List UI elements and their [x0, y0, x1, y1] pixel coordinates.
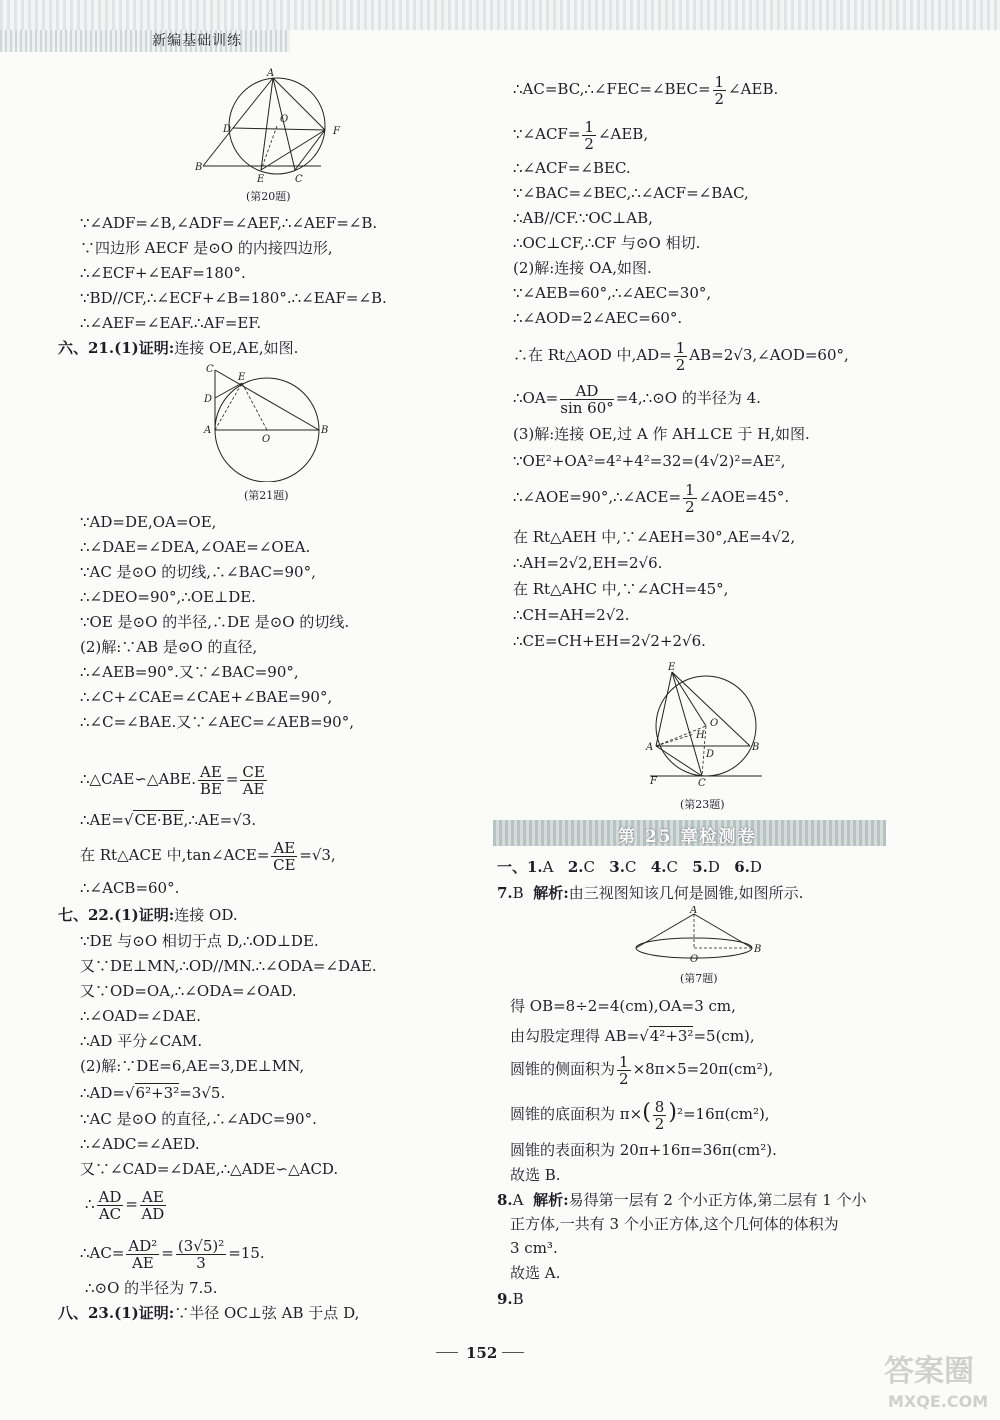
- mc-num-6: 6.: [734, 858, 750, 876]
- p22-line-6: (2)解:∵DE=6,AE=3,DE⊥MN,: [80, 1057, 305, 1075]
- p22-line-2: 又∵DE⊥MN,∴OD//MN.∴∠ODA=∠DAE.: [80, 957, 377, 975]
- q21-text: 连接 OE,AE,如图.: [174, 339, 299, 357]
- q7-label: 解析:: [533, 884, 569, 902]
- q7-l4-pre: 圆锥的底面积为 π×: [510, 1105, 643, 1123]
- q21-line: [58, 338, 298, 358]
- r-line-15: 在 Rt△AEH 中,∵∠AEH=30°,AE=4√2,: [513, 528, 796, 546]
- frac-3root5-3: [176, 1238, 226, 1271]
- frac-num: AD: [560, 383, 614, 400]
- page-number-dash-right: [502, 1352, 524, 1353]
- r-line-12: (3)解:连接 OE,过 A 作 AH⊥CE 于 H,如图.: [513, 425, 810, 443]
- p22-line-10: 又∵∠CAD=∠DAE,∴△ADE∽△ACD.: [80, 1160, 339, 1178]
- p22-line-7: ∴AD=√6²+3²=3√5.: [80, 1084, 226, 1102]
- q7-line-6: 故选 B.: [510, 1166, 561, 1184]
- q8-label: 解析:: [533, 1191, 569, 1209]
- p22-line-9: ∴∠ADC=∠AED.: [80, 1135, 200, 1153]
- q8-text-1: 易得第一层有 2 个小正方体,第二层有 1 个小: [568, 1191, 867, 1209]
- q23-text: ∵半径 OC⊥弦 AB 于点 D,: [174, 1304, 360, 1322]
- q8-ans: A: [512, 1191, 524, 1209]
- p22-l12-post: =15.: [228, 1244, 265, 1262]
- r-line-13: ∵OE²+OA²=4²+4²=32=(4√2)²=AE²,: [513, 452, 786, 470]
- frac-num: AE: [200, 762, 222, 781]
- frac-num: (3√5)²: [177, 1236, 225, 1255]
- fig7-label-a: A: [690, 906, 698, 916]
- fig7-label-o: O: [690, 954, 699, 965]
- frac-ad-sin60: [560, 383, 614, 416]
- right-paren: ): [668, 1100, 677, 1125]
- figure-20: [195, 66, 355, 196]
- q7-line-5: 圆锥的表面积为 20π+16π=36π(cm²).: [510, 1141, 777, 1159]
- r-line-16: ∴AH=2√2,EH=2√6.: [513, 554, 663, 572]
- fig23-label-f: F: [650, 776, 657, 787]
- fig21-label-c: C: [206, 364, 214, 375]
- frac-ae-ce: [271, 840, 297, 873]
- q7-l2-post: =5(cm),: [693, 1027, 755, 1045]
- p21-line-11: ∴AE=√CE·BE,∴AE=√3.: [80, 811, 257, 829]
- mc-ans-5: D: [707, 858, 720, 876]
- p21-line-2: ∴∠DAE=∠DEA,∠OAE=∠OEA.: [80, 538, 311, 556]
- frac-den: 2: [685, 497, 695, 516]
- frac-num: 1: [584, 117, 594, 136]
- p22-line-13: ∴⊙O 的半径为 7.5.: [85, 1279, 218, 1297]
- r10-post: AB=2√3,∠AOD=60°,: [689, 346, 849, 364]
- r-line-1: [513, 72, 778, 107]
- fig23-label-o: O: [710, 718, 719, 729]
- page-number: 152: [466, 1344, 498, 1362]
- mc-num-1: 一、1.: [497, 858, 543, 876]
- r-line-4: ∵∠BAC=∠BEC,∴∠ACF=∠BAC,: [513, 184, 749, 202]
- fig20-label-o: O: [280, 114, 289, 125]
- frac-num: 1: [619, 1052, 629, 1071]
- r-line-8: ∵∠AEB=60°,∴∠AEC=30°,: [513, 284, 712, 302]
- p21-line-5: ∵OE 是⊙O 的半径,∴DE 是⊙O 的切线.: [80, 613, 350, 631]
- figure-21: [200, 362, 330, 482]
- fig20-label-b: B: [195, 162, 203, 173]
- q22-head: 七、22.(1)证明:: [58, 906, 175, 924]
- frac-ae-ad: [140, 1189, 166, 1222]
- q8-line-3: 3 cm³.: [510, 1239, 558, 1257]
- frac-num: 1: [714, 72, 725, 91]
- fig23-label-h: H: [696, 730, 705, 741]
- q7-line: [497, 883, 803, 903]
- p22-line-12: ∴AC= $\frac{\text{AD²}}{AE}$ = $\frac{\text{(3√5)²}}{3}$ =15.: [80, 1236, 265, 1272]
- p21-line-3: ∵AC 是⊙O 的切线,∴∠BAC=90°,: [80, 563, 316, 581]
- frac-den: 2: [675, 355, 686, 374]
- p21-line-8: ∴∠C+∠CAE=∠CAE+∠BAE=90°,: [80, 688, 333, 706]
- fig20-label-e: E: [257, 174, 265, 185]
- page-number-dash-left: [436, 1352, 458, 1353]
- r-line-3: ∴∠ACF=∠BEC.: [513, 159, 631, 177]
- r1-post: ∠AEB.: [728, 80, 779, 98]
- q7-line-1: 得 OB=8÷2=4(cm),OA=3 cm,: [510, 997, 736, 1015]
- q8-line-4: 故选 A.: [510, 1264, 561, 1282]
- p21-line-7: ∴∠AEB=90°.又∵∠BAC=90°,: [80, 663, 299, 681]
- q23-line: [58, 1303, 359, 1323]
- frac-den: 2: [619, 1069, 629, 1088]
- fig7-label-b: B: [754, 944, 762, 955]
- fig23-caption: (第23题): [680, 798, 725, 811]
- frac-ad2-ae: [126, 1238, 159, 1271]
- p21-line-9: ∴∠C=∠BAE.又∵∠AEC=∠AEB=90°,: [80, 713, 354, 731]
- q7-l4-post: ²=16π(cm²),: [676, 1105, 770, 1123]
- frac-num: AD²: [128, 1236, 158, 1255]
- p21-line-12: [80, 838, 336, 873]
- q7-l3-pre: 圆锥的侧面积为: [510, 1060, 616, 1078]
- p21-l11-post: ,∴AE=√3.: [183, 811, 257, 829]
- frac-half: [674, 340, 688, 373]
- p22-line-3: 又∵OD=OA,∴∠ODA=∠OAD.: [80, 982, 297, 1000]
- p21-l12-pre: 在 Rt△ACE 中,tan∠ACE=: [80, 846, 270, 864]
- q21-head: 六、21.(1)证明:: [58, 339, 175, 357]
- q7-line-3: [510, 1052, 773, 1087]
- left-paren: (: [642, 1100, 651, 1125]
- figure-23: [640, 660, 770, 788]
- q22-line: [58, 905, 238, 925]
- p22-l7-pre: ∴AD=: [80, 1084, 125, 1102]
- r11-pre: ∴OA=: [513, 389, 559, 407]
- p20-line-3: ∴∠ECF+∠EAF=180°.: [80, 264, 246, 282]
- frac-den: 3: [196, 1253, 206, 1272]
- r-line-9: ∴∠AOD=2∠AEC=60°.: [513, 309, 683, 327]
- r-line-17: 在 Rt△AHC 中,∵∠ACH=45°,: [513, 580, 729, 598]
- r-line-10: [513, 338, 849, 373]
- frac-den: BE: [199, 779, 222, 798]
- frac-num: AE: [141, 1187, 164, 1206]
- r-line-14: [513, 480, 789, 515]
- q7-l2-pre: 由勾股定理得 AB=: [510, 1027, 640, 1045]
- p21-l10-pre: ∴△CAE∽△ABE.: [80, 770, 197, 788]
- frac-num: 1: [685, 480, 695, 499]
- fig23-label-d: D: [706, 749, 715, 760]
- frac-half: [713, 74, 727, 107]
- q7-ans: B: [512, 884, 524, 902]
- p21-line-1: ∵AD=DE,OA=OE,: [80, 513, 217, 531]
- p22-l12-pre: ∴AC=: [80, 1244, 125, 1262]
- mc-ans-2: C: [583, 858, 595, 876]
- watermark: [880, 1342, 998, 1416]
- header-title: 新编基础训练: [152, 33, 242, 49]
- q7-text: 由三视图知该几何是圆锥,如图所示.: [568, 884, 804, 902]
- section-title: 第 25 章检测卷: [618, 827, 757, 847]
- fig20-label-c: C: [295, 174, 303, 185]
- watermark-line-1: 答案圈: [884, 1354, 974, 1389]
- fig21-caption: (第21题): [244, 489, 289, 502]
- p21-line-6: (2)解:∵AB 是⊙O 的直径,: [80, 638, 258, 656]
- q9-num: 9.: [497, 1290, 513, 1308]
- r1-pre: ∴AC=BC,∴∠FEC=∠BEC=: [513, 80, 711, 98]
- r-line-6: ∴OC⊥CF,∴CF 与⊙O 相切.: [513, 234, 701, 252]
- p22-line-5: ∴AD 平分∠CAM.: [80, 1032, 203, 1050]
- mc-answers: [497, 857, 762, 877]
- frac-num: AE: [273, 838, 296, 857]
- frac-num: 8: [654, 1097, 665, 1116]
- fig21-label-d: D: [204, 394, 213, 405]
- q23-head: 八、23.(1)证明:: [58, 1304, 175, 1322]
- watermark-line-2: MXQE.COM: [888, 1392, 989, 1411]
- frac-half: [617, 1054, 631, 1087]
- frac-ad-ac: [97, 1189, 124, 1222]
- q8-num: 8.: [497, 1191, 513, 1209]
- r11-post: =4,∴⊙O 的半径为 4.: [615, 389, 761, 407]
- r-line-5: ∴AB//CF.∵OC⊥AB,: [513, 209, 653, 227]
- mc-ans-6: D: [749, 858, 762, 876]
- sqrt-radicand: 4²+3²: [649, 1027, 694, 1045]
- fig23-label-b: B: [752, 742, 760, 753]
- r10-pre: ∴在 Rt△AOD 中,AD=: [513, 346, 672, 364]
- p22-line-8: ∵AC 是⊙O 的直径,∴∠ADC=90°.: [80, 1110, 317, 1128]
- mc-num-5: 5.: [692, 858, 708, 876]
- mc-num-2: 2.: [567, 858, 584, 876]
- mc-ans-1: A: [542, 858, 554, 876]
- mc-ans-4: C: [666, 858, 678, 876]
- frac-den: AE: [242, 779, 265, 798]
- r-line-7: (2)解:连接 OA,如图.: [513, 259, 652, 277]
- fig20-caption: (第20题): [246, 190, 291, 203]
- p21-line-10: ∴△CAE∽△ABE. $\frac{AE}{BE}$ = $\frac{CE}{AE}$: [80, 762, 265, 798]
- frac-ae-be: [198, 764, 224, 797]
- section-banner: [493, 820, 886, 846]
- frac-den: AC: [98, 1204, 122, 1223]
- sqrt-radicand: 6²+3²: [135, 1084, 180, 1102]
- p21-line-13: ∴∠ACB=60°.: [80, 879, 180, 897]
- p22-l7-post: =3√5.: [179, 1084, 226, 1102]
- fig21-label-e: E: [238, 372, 246, 383]
- header-band: [0, 0, 1000, 30]
- frac-half: [683, 482, 697, 515]
- frac-8-2: [653, 1099, 667, 1132]
- frac-den: AE: [131, 1253, 154, 1272]
- frac-den: 2: [714, 89, 725, 108]
- frac-den: CE: [273, 855, 296, 874]
- mc-ans-3: C: [624, 858, 637, 876]
- frac-den: 2: [584, 134, 594, 153]
- q7-num: 7.: [497, 884, 513, 902]
- frac-den: sin 60°: [560, 398, 614, 417]
- r-line-2: [513, 117, 648, 152]
- fig7-caption: (第7题): [680, 972, 718, 985]
- frac-den: 2: [654, 1114, 665, 1133]
- header-strip: [0, 30, 290, 52]
- p20-line-4: ∵BD//CF,∴∠ECF+∠B=180°.∴∠EAF=∠B.: [80, 289, 387, 307]
- r14-pre: ∴∠AOE=90°,∴∠ACE=: [513, 488, 682, 506]
- fig21-label-b: B: [321, 425, 329, 436]
- frac-num: 1: [675, 338, 686, 357]
- r14-post: ∠AOE=45°.: [698, 488, 790, 506]
- q7-l3-post: ×8π×5=20π(cm²),: [632, 1060, 774, 1078]
- frac-num: AD: [98, 1187, 122, 1206]
- r-line-11: [513, 381, 761, 416]
- figure-7: [628, 906, 768, 966]
- mc-num-4: 4.: [650, 858, 667, 876]
- fig23-label-c: C: [698, 778, 706, 788]
- p21-l12-post: =√3,: [299, 846, 336, 864]
- r2-pre: ∵∠ACF=: [513, 125, 581, 143]
- r2-post: ∠AEB,: [597, 125, 649, 143]
- mc-num-3: 3.: [609, 858, 625, 876]
- sqrt-radicand: CE·BE: [134, 811, 184, 829]
- frac-ce-ae: [240, 764, 266, 797]
- p20-line-1: ∵∠ADF=∠B,∠ADF=∠AEF,∴∠AEF=∠B.: [80, 214, 378, 232]
- frac-num: CE: [242, 762, 265, 781]
- p22-line-4: ∴∠OAD=∠DAE.: [80, 1007, 201, 1025]
- p22-line-11: ∴ $\frac{AD}{AC}$ = $\frac{AE}{AD}$: [85, 1187, 165, 1223]
- q22-text: 连接 OD.: [174, 906, 238, 924]
- fig21-label-a: A: [204, 425, 212, 436]
- q9-ans: B: [512, 1290, 524, 1308]
- fig23-label-e: E: [668, 662, 676, 673]
- p21-l11-pre: ∴AE=: [80, 811, 124, 829]
- frac-half: [582, 119, 596, 152]
- fig23-label-a: A: [646, 742, 654, 753]
- fig20-label-d: D: [223, 124, 232, 135]
- q8-line-2: 正方体,一共有 3 个小正方体,这个几何体的体积为: [510, 1215, 839, 1233]
- r-line-18: ∴CH=AH=2√2.: [513, 606, 630, 624]
- fig20-label-f: F: [333, 126, 340, 137]
- frac-den: AD: [141, 1204, 165, 1223]
- p20-line-2: ∵四边形 AECF 是⊙O 的内接四边形,: [80, 239, 333, 257]
- p20-line-5: ∴∠AEF=∠EAF.∴AF=EF.: [80, 314, 262, 332]
- r-line-19: ∴CE=CH+EH=2√2+2√6.: [513, 632, 706, 650]
- q7-line-4: [510, 1096, 770, 1132]
- p22-line-1: ∵DE 与⊙O 相切于点 D,∴OD⊥DE.: [80, 932, 319, 950]
- fig21-label-o: O: [262, 434, 271, 445]
- p21-line-4: ∴∠DEO=90°,∴OE⊥DE.: [80, 588, 256, 606]
- q8-line-1: [497, 1190, 867, 1210]
- q7-line-2: 由勾股定理得 AB=√4²+3²=5(cm),: [510, 1027, 755, 1045]
- fig20-label-a: A: [267, 68, 275, 79]
- q9-line: [497, 1289, 524, 1309]
